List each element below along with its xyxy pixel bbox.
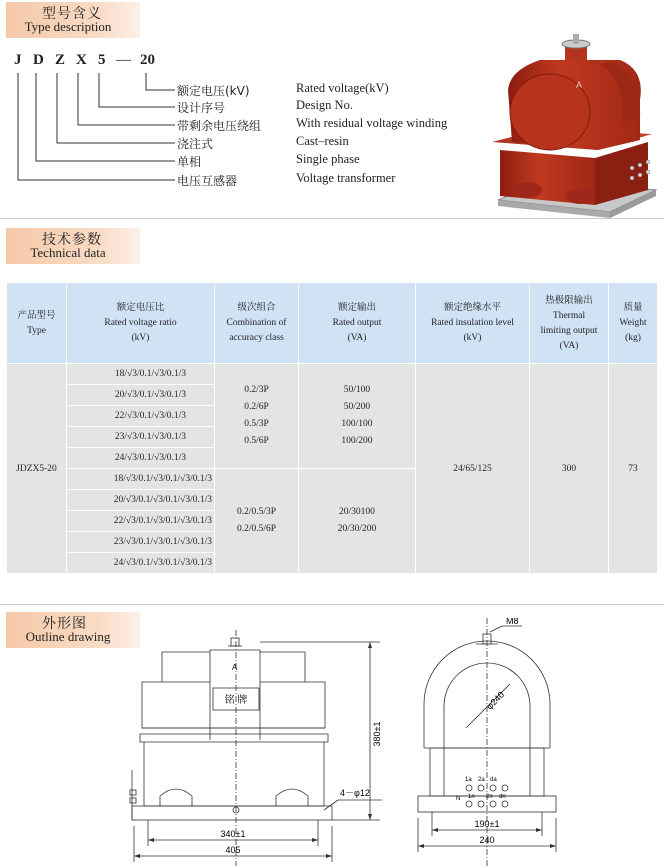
code-voltage: 20 — [140, 52, 155, 68]
code-letter-d: D — [33, 52, 44, 68]
cell-classes-group2: 0.2/0.5/3P 0.2/0.5/6P — [215, 469, 299, 574]
code-letter-z: Z — [55, 52, 66, 68]
code-label-zh-3: 浇注式 — [177, 137, 214, 151]
code-digit-5: 5 — [98, 52, 106, 68]
cell-outputs-group2: 20/30100 20/30/200 — [299, 469, 416, 574]
section-title-en: Outline drawing — [25, 629, 111, 644]
photo-mark: A — [576, 80, 583, 90]
code-dash: — — [116, 52, 131, 68]
cell-ratio: 18/√3/0.1/√3/0.1/3 — [67, 364, 215, 385]
table-row — [7, 364, 658, 385]
dim-side-outer: 240 — [479, 835, 495, 845]
cell-insulation: 24/65/125 — [416, 364, 530, 574]
side-view-drawing — [410, 618, 560, 866]
code-label-zh-4: 单相 — [177, 155, 202, 169]
cell-thermal: 300 — [530, 364, 609, 574]
dim-outer-width: 405 — [225, 845, 241, 855]
separator — [0, 218, 664, 219]
dim-diameter: φ240 — [484, 689, 507, 712]
cell-ratio: 18/√3/0.1/√3/0.1/√3/0.1/3 — [67, 469, 215, 490]
cell-ratio: 24/√3/0.1/√3/0.1/3 — [67, 448, 215, 469]
cell-ratio: 22/√3/0.1/√3/0.1/3 — [67, 406, 215, 427]
cell-type: JDZX5-20 — [7, 364, 67, 574]
code-label-en-2: With residual voltage winding — [296, 116, 448, 130]
section-title-en: Technical data — [30, 245, 106, 260]
code-label-zh-2: 带剩余电压绕组 — [177, 119, 262, 133]
col-header-type: 产品型号 Type — [7, 283, 67, 364]
cell-ratio: 23/√3/0.1/√3/0.1/√3/0.1/3 — [67, 532, 215, 553]
code-label-zh-5: 电压互感器 — [177, 174, 238, 188]
section-header-technical-data — [6, 228, 140, 264]
terminal-2a: 2a — [478, 777, 485, 783]
col-header-thermal: 热极限输出 Thermal limiting output (VA) — [530, 283, 609, 364]
code-label-zh-1: 设计序号 — [177, 101, 226, 115]
dim-side-inner: 190±1 — [474, 819, 500, 829]
terminal-1n: 1n — [468, 794, 475, 800]
front-view-drawing — [120, 630, 390, 866]
col-header-weight: 质量 Weight (kg) — [609, 283, 658, 364]
code-label-en-0: Rated voltage(kV) — [296, 81, 389, 95]
cell-ratio: 22/√3/0.1/√3/0.1/√3/0.1/3 — [67, 511, 215, 532]
cell-classes-group1: 0.2/3P 0.2/6P 0.5/3P 0.5/6P — [215, 364, 299, 469]
terminal-da: da — [490, 777, 497, 783]
code-label-zh-0: 额定电压(kV) — [177, 84, 250, 98]
terminal-n: N — [456, 796, 461, 802]
dim-inner-width: 340±1 — [220, 829, 246, 839]
cell-ratio: 20/√3/0.1/√3/0.1/√3/0.1/3 — [67, 490, 215, 511]
cell-ratio: 24/√3/0.1/√3/0.1/√3/0.1/3 — [67, 553, 215, 574]
cell-ratio: 23/√3/0.1/√3/0.1/3 — [67, 427, 215, 448]
technical-data-table — [6, 282, 658, 574]
code-label-en-1: Design No. — [296, 98, 353, 112]
dim-holes: 4－φ12 — [340, 788, 370, 798]
cell-ratio: 20/√3/0.1/√3/0.1/3 — [67, 385, 215, 406]
code-letter-x: X — [76, 52, 87, 68]
table-header-row — [7, 283, 658, 364]
nameplate-label: 铭 牌 — [224, 695, 248, 706]
col-header-insulation: 额定绝缘水平 Rated insulation level (kV) — [416, 283, 530, 364]
code-label-en-5: Voltage transformer — [296, 171, 396, 185]
code-letter-j: J — [14, 52, 22, 68]
col-header-ratio: 额定电压比 Rated voltage ratio (kV) — [67, 283, 215, 364]
terminal-1a: 1a — [465, 777, 472, 783]
section-title-zh: 外形图 — [42, 616, 87, 632]
code-label-en-4: Single phase — [296, 152, 360, 166]
dim-bolt: M8 — [506, 618, 519, 626]
dim-height: 380±1 — [372, 721, 382, 747]
cell-weight: 73 — [609, 364, 658, 574]
front-mark-a: A — [232, 663, 238, 672]
section-title-en: Type description — [24, 19, 112, 34]
col-header-output: 额定输出 Rated output (VA) — [299, 283, 416, 364]
terminal-2n: 2n — [486, 794, 493, 800]
section-title-zh: 型号含义 — [42, 6, 102, 22]
section-title-zh: 技术参数 — [42, 232, 102, 248]
col-header-accuracy: 级次组合 Combination of accuracy class — [215, 283, 299, 364]
terminal-dn: dn — [499, 794, 506, 800]
code-label-en-3: Cast–resin — [296, 134, 349, 148]
cell-outputs-group1: 50/100 50/200 100/100 100/200 — [299, 364, 416, 469]
code-leader-lines — [0, 0, 200, 200]
product-photo — [470, 30, 660, 225]
separator — [0, 604, 664, 605]
